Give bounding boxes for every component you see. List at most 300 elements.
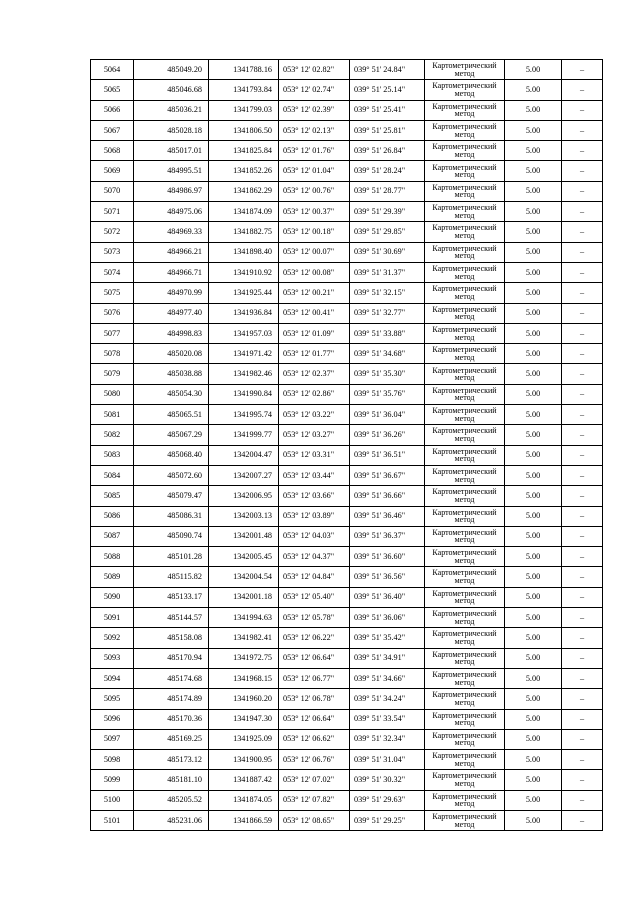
y-coordinate-cell: 1341799.03 <box>209 100 279 120</box>
accuracy-cell: 5.00 <box>505 587 562 607</box>
x-coordinate-cell: 484975.06 <box>134 202 209 222</box>
method-label-line2: метод <box>454 433 475 443</box>
accuracy-cell: 5.00 <box>505 709 562 729</box>
y-coordinate-cell: 1341898.40 <box>209 242 279 262</box>
note-cell: – <box>562 141 603 161</box>
method-label-line1: Картометрический <box>432 669 497 679</box>
latitude-cell: 053° 12' 04.84" <box>279 567 350 587</box>
note-cell: – <box>562 648 603 668</box>
latitude-cell: 053° 12' 06.76" <box>279 750 350 770</box>
method-label-line1: Картометрический <box>432 751 497 761</box>
table-row <box>91 547 603 567</box>
point-number-cell: 5093 <box>91 648 134 668</box>
latitude-cell: 053° 12' 02.13" <box>279 120 350 140</box>
accuracy-cell: 5.00 <box>505 161 562 181</box>
method-cell <box>425 60 505 80</box>
accuracy-cell: 5.00 <box>505 790 562 810</box>
table-row <box>91 141 603 161</box>
method-cell <box>425 323 505 343</box>
method-label-line2: метод <box>454 332 475 342</box>
method-label-line1: Картометрический <box>432 710 497 720</box>
note-cell: – <box>562 222 603 242</box>
point-number-cell: 5069 <box>91 161 134 181</box>
y-coordinate-cell: 1341882.75 <box>209 222 279 242</box>
method-label-line1: Картометрический <box>432 730 497 740</box>
method-label-line1: Картометрический <box>432 81 497 91</box>
note-cell: – <box>562 628 603 648</box>
latitude-cell: 053° 12' 04.03" <box>279 526 350 546</box>
method-cell <box>425 810 505 830</box>
y-coordinate-cell: 1341994.63 <box>209 608 279 628</box>
longitude-cell: 039° 51' 36.26" <box>350 425 425 445</box>
method-label-line2: метод <box>454 494 475 504</box>
method-label-line1: Картометрический <box>432 182 497 192</box>
method-label-line2: метод <box>454 718 475 728</box>
x-coordinate-cell: 485170.36 <box>134 709 209 729</box>
x-coordinate-cell: 485046.68 <box>134 80 209 100</box>
method-cell <box>425 283 505 303</box>
y-coordinate-cell: 1341947.30 <box>209 709 279 729</box>
longitude-cell: 039° 51' 35.42" <box>350 628 425 648</box>
method-label-line2: метод <box>454 616 475 626</box>
x-coordinate-cell: 485086.31 <box>134 506 209 526</box>
x-coordinate-cell: 485017.01 <box>134 141 209 161</box>
latitude-cell: 053° 12' 00.08" <box>279 262 350 282</box>
y-coordinate-cell: 1341999.77 <box>209 425 279 445</box>
accuracy-cell: 5.00 <box>505 80 562 100</box>
longitude-cell: 039° 51' 29.25" <box>350 810 425 830</box>
accuracy-cell: 5.00 <box>505 283 562 303</box>
point-number-cell: 5094 <box>91 668 134 688</box>
y-coordinate-cell: 1341866.59 <box>209 810 279 830</box>
latitude-cell: 053° 12' 06.64" <box>279 648 350 668</box>
method-label-line2: метод <box>454 474 475 484</box>
longitude-cell: 039° 51' 36.46" <box>350 506 425 526</box>
note-cell: – <box>562 161 603 181</box>
method-label-line1: Картометрический <box>432 771 497 781</box>
point-number-cell: 5077 <box>91 323 134 343</box>
point-number-cell: 5084 <box>91 465 134 485</box>
latitude-cell: 053° 12' 01.77" <box>279 344 350 364</box>
latitude-cell: 053° 12' 03.66" <box>279 486 350 506</box>
y-coordinate-cell: 1341887.42 <box>209 770 279 790</box>
point-number-cell: 5083 <box>91 445 134 465</box>
point-number-cell: 5098 <box>91 750 134 770</box>
accuracy-cell: 5.00 <box>505 506 562 526</box>
x-coordinate-cell: 485020.08 <box>134 344 209 364</box>
table-row <box>91 750 603 770</box>
note-cell: – <box>562 303 603 323</box>
method-label-line1: Картометрический <box>432 527 497 537</box>
note-cell: – <box>562 668 603 688</box>
method-label-line2: метод <box>454 779 475 789</box>
x-coordinate-cell: 485065.51 <box>134 405 209 425</box>
longitude-cell: 039° 51' 25.14" <box>350 80 425 100</box>
method-label-line1: Картометрический <box>432 609 497 619</box>
table-row <box>91 202 603 222</box>
accuracy-cell: 5.00 <box>505 141 562 161</box>
longitude-cell: 039° 51' 36.66" <box>350 486 425 506</box>
table-row <box>91 689 603 709</box>
x-coordinate-cell: 484998.83 <box>134 323 209 343</box>
method-label-line2: метод <box>454 657 475 667</box>
method-cell <box>425 729 505 749</box>
point-number-cell: 5087 <box>91 526 134 546</box>
latitude-cell: 053° 12' 02.39" <box>279 100 350 120</box>
table-row <box>91 486 603 506</box>
method-label-line2: метод <box>454 88 475 98</box>
note-cell: – <box>562 405 603 425</box>
longitude-cell: 039° 51' 34.66" <box>350 668 425 688</box>
point-number-cell: 5075 <box>91 283 134 303</box>
note-cell: – <box>562 810 603 830</box>
y-coordinate-cell: 1341793.84 <box>209 80 279 100</box>
x-coordinate-cell: 485090.74 <box>134 526 209 546</box>
x-coordinate-cell: 485205.52 <box>134 790 209 810</box>
table-row <box>91 181 603 201</box>
method-label-line2: метод <box>454 799 475 809</box>
y-coordinate-cell: 1341982.46 <box>209 364 279 384</box>
latitude-cell: 053° 12' 06.22" <box>279 628 350 648</box>
x-coordinate-cell: 485174.68 <box>134 668 209 688</box>
y-coordinate-cell: 1341874.09 <box>209 202 279 222</box>
table-row <box>91 709 603 729</box>
x-coordinate-cell: 485072.60 <box>134 465 209 485</box>
method-label-line1: Картометрический <box>432 812 497 822</box>
note-cell: – <box>562 506 603 526</box>
longitude-cell: 039° 51' 28.77" <box>350 181 425 201</box>
point-number-cell: 5065 <box>91 80 134 100</box>
note-cell: – <box>562 262 603 282</box>
method-cell <box>425 608 505 628</box>
latitude-cell: 053° 12' 08.65" <box>279 810 350 830</box>
method-cell <box>425 405 505 425</box>
table-row <box>91 120 603 140</box>
point-number-cell: 5076 <box>91 303 134 323</box>
x-coordinate-cell: 485028.18 <box>134 120 209 140</box>
method-cell <box>425 750 505 770</box>
note-cell: – <box>562 384 603 404</box>
method-cell <box>425 303 505 323</box>
method-cell <box>425 465 505 485</box>
longitude-cell: 039° 51' 34.24" <box>350 689 425 709</box>
latitude-cell: 053° 12' 03.22" <box>279 405 350 425</box>
table-row <box>91 810 603 830</box>
longitude-cell: 039° 51' 32.15" <box>350 283 425 303</box>
x-coordinate-cell: 485158.08 <box>134 628 209 648</box>
method-label-line1: Картометрический <box>432 690 497 700</box>
table-row <box>91 323 603 343</box>
y-coordinate-cell: 1341806.50 <box>209 120 279 140</box>
table-row <box>91 384 603 404</box>
longitude-cell: 039° 51' 32.77" <box>350 303 425 323</box>
longitude-cell: 039° 51' 30.32" <box>350 770 425 790</box>
method-label-line2: метод <box>454 697 475 707</box>
point-number-cell: 5082 <box>91 425 134 445</box>
point-number-cell: 5101 <box>91 810 134 830</box>
method-label-line2: метод <box>454 373 475 383</box>
latitude-cell: 053° 12' 06.64" <box>279 709 350 729</box>
method-label-line2: метод <box>454 819 475 829</box>
x-coordinate-cell: 484995.51 <box>134 161 209 181</box>
x-coordinate-cell: 484977.40 <box>134 303 209 323</box>
method-label-line1: Картометрический <box>432 121 497 131</box>
accuracy-cell: 5.00 <box>505 181 562 201</box>
x-coordinate-cell: 485036.21 <box>134 100 209 120</box>
table-row <box>91 668 603 688</box>
method-label-line1: Картометрический <box>432 365 497 375</box>
point-number-cell: 5088 <box>91 547 134 567</box>
accuracy-cell: 5.00 <box>505 384 562 404</box>
method-cell <box>425 80 505 100</box>
y-coordinate-cell: 1342005.45 <box>209 547 279 567</box>
latitude-cell: 053° 12' 01.76" <box>279 141 350 161</box>
note-cell: – <box>562 709 603 729</box>
y-coordinate-cell: 1341971.42 <box>209 344 279 364</box>
note-cell: – <box>562 181 603 201</box>
point-number-cell: 5096 <box>91 709 134 729</box>
y-coordinate-cell: 1342003.13 <box>209 506 279 526</box>
longitude-cell: 039° 51' 28.24" <box>350 161 425 181</box>
method-label-line2: метод <box>454 596 475 606</box>
note-cell: – <box>562 486 603 506</box>
note-cell: – <box>562 729 603 749</box>
table-row <box>91 405 603 425</box>
method-label-line1: Картометрический <box>432 629 497 639</box>
method-cell <box>425 628 505 648</box>
latitude-cell: 053° 12' 00.37" <box>279 202 350 222</box>
method-label-line2: метод <box>454 393 475 403</box>
longitude-cell: 039° 51' 34.68" <box>350 344 425 364</box>
longitude-cell: 039° 51' 36.37" <box>350 526 425 546</box>
method-cell <box>425 384 505 404</box>
note-cell: – <box>562 689 603 709</box>
point-number-cell: 5091 <box>91 608 134 628</box>
table-row <box>91 60 603 80</box>
method-label-line1: Картометрический <box>432 426 497 436</box>
latitude-cell: 053° 12' 02.86" <box>279 384 350 404</box>
method-cell <box>425 506 505 526</box>
note-cell: – <box>562 80 603 100</box>
x-coordinate-cell: 485101.28 <box>134 547 209 567</box>
y-coordinate-cell: 1341972.75 <box>209 648 279 668</box>
method-cell <box>425 547 505 567</box>
point-number-cell: 5086 <box>91 506 134 526</box>
method-label-line2: метод <box>454 291 475 301</box>
latitude-cell: 053° 12' 04.37" <box>279 547 350 567</box>
method-cell <box>425 445 505 465</box>
longitude-cell: 039° 51' 35.76" <box>350 384 425 404</box>
table-row <box>91 587 603 607</box>
x-coordinate-cell: 485174.89 <box>134 689 209 709</box>
method-label-line2: метод <box>454 210 475 220</box>
method-label-line2: метод <box>454 576 475 586</box>
method-label-line1: Картометрический <box>432 61 497 71</box>
x-coordinate-cell: 484970.99 <box>134 283 209 303</box>
y-coordinate-cell: 1341910.92 <box>209 262 279 282</box>
method-cell <box>425 161 505 181</box>
method-label-line2: метод <box>454 312 475 322</box>
accuracy-cell: 5.00 <box>505 668 562 688</box>
method-label-line1: Картометрический <box>432 203 497 213</box>
point-number-cell: 5067 <box>91 120 134 140</box>
y-coordinate-cell: 1341995.74 <box>209 405 279 425</box>
method-label-line2: метод <box>454 677 475 687</box>
point-number-cell: 5068 <box>91 141 134 161</box>
method-label-line1: Картометрический <box>432 791 497 801</box>
accuracy-cell: 5.00 <box>505 364 562 384</box>
longitude-cell: 039° 51' 24.84" <box>350 60 425 80</box>
coordinates-table <box>90 59 603 831</box>
x-coordinate-cell: 485068.40 <box>134 445 209 465</box>
note-cell: – <box>562 547 603 567</box>
x-coordinate-cell: 485049.20 <box>134 60 209 80</box>
y-coordinate-cell: 1341825.84 <box>209 141 279 161</box>
longitude-cell: 039° 51' 35.30" <box>350 364 425 384</box>
longitude-cell: 039° 51' 36.51" <box>350 445 425 465</box>
table-row <box>91 445 603 465</box>
longitude-cell: 039° 51' 29.63" <box>350 790 425 810</box>
method-label-line1: Картометрический <box>432 385 497 395</box>
x-coordinate-cell: 485181.10 <box>134 770 209 790</box>
method-label-line1: Картометрический <box>432 548 497 558</box>
accuracy-cell: 5.00 <box>505 810 562 830</box>
point-number-cell: 5089 <box>91 567 134 587</box>
longitude-cell: 039° 51' 36.60" <box>350 547 425 567</box>
x-coordinate-cell: 485115.82 <box>134 567 209 587</box>
method-cell <box>425 587 505 607</box>
method-label-line1: Картометрический <box>432 345 497 355</box>
y-coordinate-cell: 1341900.95 <box>209 750 279 770</box>
method-label-line2: метод <box>454 271 475 281</box>
latitude-cell: 053° 12' 00.21" <box>279 283 350 303</box>
latitude-cell: 053° 12' 03.89" <box>279 506 350 526</box>
method-label-line2: метод <box>454 352 475 362</box>
accuracy-cell: 5.00 <box>505 770 562 790</box>
x-coordinate-cell: 484966.71 <box>134 262 209 282</box>
x-coordinate-cell: 484966.21 <box>134 242 209 262</box>
y-coordinate-cell: 1341788.16 <box>209 60 279 80</box>
accuracy-cell: 5.00 <box>505 120 562 140</box>
x-coordinate-cell: 485133.17 <box>134 587 209 607</box>
table-row <box>91 425 603 445</box>
y-coordinate-cell: 1342004.54 <box>209 567 279 587</box>
method-label-line2: метод <box>454 758 475 768</box>
method-label-line2: метод <box>454 413 475 423</box>
note-cell: – <box>562 120 603 140</box>
point-number-cell: 5079 <box>91 364 134 384</box>
y-coordinate-cell: 1341925.44 <box>209 283 279 303</box>
table-row <box>91 262 603 282</box>
longitude-cell: 039° 51' 30.69" <box>350 242 425 262</box>
latitude-cell: 053° 12' 02.82" <box>279 60 350 80</box>
note-cell: – <box>562 445 603 465</box>
longitude-cell: 039° 51' 33.54" <box>350 709 425 729</box>
note-cell: – <box>562 100 603 120</box>
accuracy-cell: 5.00 <box>505 405 562 425</box>
latitude-cell: 053° 12' 01.09" <box>279 323 350 343</box>
method-label-line1: Картометрический <box>432 406 497 416</box>
accuracy-cell: 5.00 <box>505 486 562 506</box>
note-cell: – <box>562 344 603 364</box>
accuracy-cell: 5.00 <box>505 344 562 364</box>
accuracy-cell: 5.00 <box>505 608 562 628</box>
accuracy-cell: 5.00 <box>505 567 562 587</box>
accuracy-cell: 5.00 <box>505 222 562 242</box>
method-label-line1: Картометрический <box>432 142 497 152</box>
table-body <box>91 60 603 831</box>
method-cell <box>425 181 505 201</box>
table-row <box>91 303 603 323</box>
method-label-line1: Картометрический <box>432 588 497 598</box>
table-row <box>91 283 603 303</box>
longitude-cell: 039° 51' 36.56" <box>350 567 425 587</box>
latitude-cell: 053° 12' 00.76" <box>279 181 350 201</box>
accuracy-cell: 5.00 <box>505 465 562 485</box>
note-cell: – <box>562 790 603 810</box>
point-number-cell: 5090 <box>91 587 134 607</box>
method-cell <box>425 344 505 364</box>
method-label-line1: Картометрический <box>432 568 497 578</box>
longitude-cell: 039° 51' 31.37" <box>350 262 425 282</box>
accuracy-cell: 5.00 <box>505 425 562 445</box>
x-coordinate-cell: 485231.06 <box>134 810 209 830</box>
table-row <box>91 608 603 628</box>
latitude-cell: 053° 12' 06.78" <box>279 689 350 709</box>
point-number-cell: 5066 <box>91 100 134 120</box>
latitude-cell: 053° 12' 02.37" <box>279 364 350 384</box>
y-coordinate-cell: 1341925.09 <box>209 729 279 749</box>
latitude-cell: 053° 12' 05.40" <box>279 587 350 607</box>
point-number-cell: 5071 <box>91 202 134 222</box>
note-cell: – <box>562 587 603 607</box>
point-number-cell: 5080 <box>91 384 134 404</box>
y-coordinate-cell: 1341862.29 <box>209 181 279 201</box>
method-label-line1: Картометрический <box>432 487 497 497</box>
x-coordinate-cell: 485079.47 <box>134 486 209 506</box>
accuracy-cell: 5.00 <box>505 60 562 80</box>
note-cell: – <box>562 425 603 445</box>
accuracy-cell: 5.00 <box>505 303 562 323</box>
latitude-cell: 053° 12' 03.31" <box>279 445 350 465</box>
point-number-cell: 5078 <box>91 344 134 364</box>
table-row <box>91 222 603 242</box>
accuracy-cell: 5.00 <box>505 323 562 343</box>
latitude-cell: 053° 12' 06.77" <box>279 668 350 688</box>
method-label-line1: Картометрический <box>432 324 497 334</box>
table-row <box>91 465 603 485</box>
table-row <box>91 161 603 181</box>
point-number-cell: 5073 <box>91 242 134 262</box>
accuracy-cell: 5.00 <box>505 729 562 749</box>
table-row <box>91 628 603 648</box>
table-row <box>91 506 603 526</box>
note-cell: – <box>562 283 603 303</box>
table-row <box>91 770 603 790</box>
method-label-line2: метод <box>454 738 475 748</box>
method-label-line2: метод <box>454 555 475 565</box>
accuracy-cell: 5.00 <box>505 648 562 668</box>
method-label-line2: метод <box>454 109 475 119</box>
x-coordinate-cell: 484986.97 <box>134 181 209 201</box>
method-label-line2: метод <box>454 129 475 139</box>
method-label-line1: Картометрический <box>432 507 497 517</box>
y-coordinate-cell: 1341852.26 <box>209 161 279 181</box>
method-label-line2: метод <box>454 251 475 261</box>
method-label-line2: метод <box>454 68 475 78</box>
table-row <box>91 80 603 100</box>
accuracy-cell: 5.00 <box>505 750 562 770</box>
